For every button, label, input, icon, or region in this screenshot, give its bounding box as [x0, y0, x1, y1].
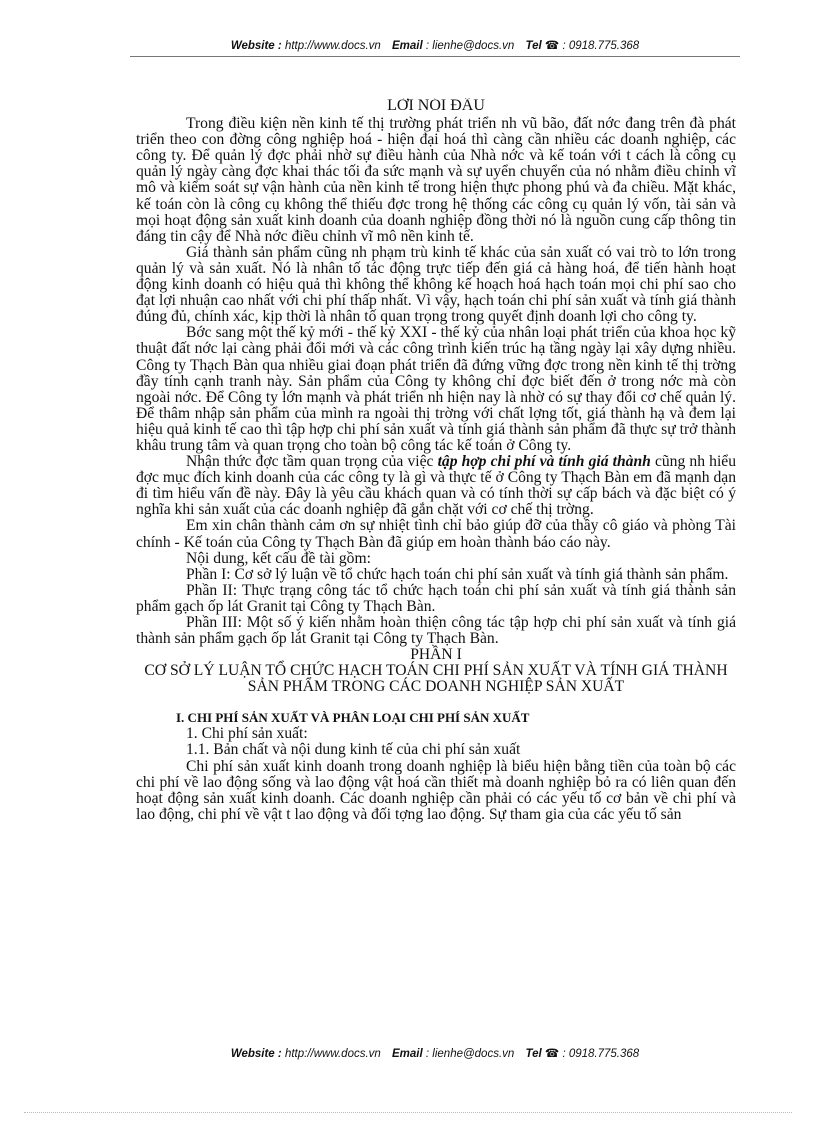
paragraph-text: cũng nh hiểu đợc mục đích kinh doanh của các công ty là gì và thực tế ở Công ty Thạch Bàn em đã mạnh dạn đi tìm hiểu vấn đề này. Đây là yêu cầu khách quan và có tính thời sự cấp bách và đặc biệt có ý nghĩa khi sản xuất của các doanh nghiệp đã gắn chặt với cơ chế thị trờng. [136, 453, 736, 519]
website-label: Website : [230, 40, 282, 52]
page-header [130, 38, 740, 57]
website-label: Website : [230, 1048, 282, 1060]
email-label: Email [392, 40, 423, 52]
website-link[interactable]: http://www.docs.vn [284, 40, 381, 52]
tel-value: : 0918.775.368 [562, 40, 640, 52]
paragraph: Phần II: Thực trạng công tác tổ chức hạch toán chi phí sản xuất và tính giá thành sản phẩm gạch ốp lát Granit tại Công ty Thạch Bàn. [136, 581, 736, 615]
subheading: 1. Chi phí sản xuất: [186, 725, 308, 743]
paragraph: Bớc sang một thế kỷ mới - thế kỷ XXI - thế kỷ của nhân loại phát triển của khoa học kỹ thuật đất nớc lại càng phải đổi mới và các công trình kiến trúc hạ tầng ngày lại xây dựng nhiều. Công ty Thạch Bàn qua nhiều giai đoạn phát triển đã đứng vững đợc trong nền kinh tế thị trờng đầy tính cạnh tranh này. Sản phẩm của Công ty không chỉ đợc biết đến ở trong nớc mà còn ngoài nớc. Để Công ty lớn mạnh và phát triển nh hiện nay là nhờ có sự thay đổi cơ chế quản lý. Để thâm nhập sản phẩm của mình ra ngoài thị trờng với chất lợng tốt, giá thành hạ và đem lại hiệu quả kinh tế cao thì tập hợp chi phí sản xuất và tính giá thành sản phẩm đã thực sự trở thành khâu trung tâm và quan trọng cho toàn bộ công tác kế toán ở Công ty. [136, 324, 736, 454]
paragraph: Nội dung, kết cấu đề tài gồm: [186, 549, 371, 567]
paragraph: Trong điều kiện nền kinh tế thị trường phát triển nh vũ bão, đất nớc đang trên đà phát triển theo con đờng công nghiệp hoá - hiện đại hoá thì càng cần nhiều các doanh nghiệp, các công ty. Để quản lý đợc phải nhờ sự điều hành của Nhà nớc và kế toán với t cách là công cụ quản lý ngày càng đợc khai thác tối đa sức mạnh và sự uyển chuyển của nó nhằm điều chỉnh vĩ mô và kiểm soát sự vận hành của nền kinh tế trong hiện thực phong phú và đa chiều. Mặt khác, kế toán còn là công cụ không thể thiếu đợc trong hệ thống các công cụ quản lý vốn, tài sản và mọi hoạt động sản xuất kinh doanh của doanh nghiệp đồng thời nó là nguồn cung cấp thông tin đáng tin cậy để Nhà nớc điều chỉnh vĩ mô nền kinh tế. [136, 115, 736, 245]
tel-label: Tel [525, 1048, 542, 1060]
page-footer [130, 1046, 740, 1060]
tel-value: : 0918.775.368 [562, 1048, 640, 1060]
paragraph: Phần I: Cơ sở lý luận về tổ chức hạch toán chi phí sản xuất và tính giá thành sản phẩm. [186, 565, 729, 583]
part-label: PHẦN I [410, 646, 462, 664]
paragraph [136, 454, 736, 518]
paragraph: Em xin chân thành cảm ơn sự nhiệt tình chỉ bảo giúp đỡ của thầy cô giáo và phòng Tài chính - Kế toán của Công ty Thạch Bàn đã giúp em hoàn thành báo cáo này. [136, 517, 736, 551]
email-link[interactable]: : lienhe@docs.vn [425, 1048, 515, 1060]
email-link[interactable]: : lienhe@docs.vn [425, 40, 515, 52]
document-body [136, 98, 736, 1043]
paragraph: Giá thành sản phẩm cũng nh phạm trù kinh tế khác của sản xuất có vai trò to lớn trong quản lý và sản xuất. Nó là nhân tố tác động trực tiếp đến giá cả hàng hoá, để tiến hành hoạt động kinh doanh có hiệu quả thì không thể không kế hoạch hoá hạch toán mọi chi phí sao cho đạt lợi nhuận cao nhất với chi phí thấp nhất. Vì vậy, hạch toán chi phí sản xuất và tính giá thành đúng đủ, chính xác, kịp thời là nhân tố quan trọng trong quyết định doanh lợi cho công ty. [136, 243, 736, 326]
subheading: 1.1. Bản chất và nội dung kinh tế của chi phí sản xuất [186, 741, 521, 759]
phone-icon: ☎ [544, 1048, 560, 1060]
phone-icon: ☎ [544, 40, 560, 52]
tel-label: Tel [525, 40, 542, 52]
section-heading: I. CHI PHÍ SẢN XUẤT VÀ PHÂN LOẠI CHI PHÍ SẢN XUẤT [176, 710, 530, 726]
paragraph-text: Nhận thức đợc tầm quan trọng của việc [186, 453, 438, 471]
paragraph: Chi phí sản xuất kinh doanh trong doanh nghiệp là biểu hiện bằng tiền của toàn bộ các chi phí về lao động sống và lao động vật hoá cần thiết mà doanh nghiệp bỏ ra có liên quan đến hoạt động sản xuất kinh doanh. Các doanh nghiệp cần phải có các yếu tố cơ bản về chi phí và lao động, chi phí về vật t lao động và đối tợng lao động. Sự tham gia của các yếu tố sản [136, 757, 736, 823]
website-link[interactable]: http://www.docs.vn [284, 1048, 381, 1060]
email-label: Email [392, 1048, 423, 1060]
page-title: LỜI NÓI ĐẦU [387, 98, 485, 114]
page-edge [24, 1112, 792, 1113]
emphasis-text: tập hợp chi phí và tính giá thành [437, 453, 651, 471]
paragraph: Phần III: Một số ý kiến nhằm hoàn thiện công tác tập hợp chi phí sản xuất và tính giá thành sản phẩm gạch ốp lát Granit tại Công ty Thạch Bàn. [136, 614, 736, 648]
part-heading: CƠ SỞ LÝ LUẬN TỔ CHỨC HẠCH TOÁN CHI PHÍ SẢN XUẤT VÀ TÍNH GIÁ THÀNH SẢN PHẨM TRONG CÁC DOANH NGHIỆP SẢN XUẤT [144, 662, 728, 696]
